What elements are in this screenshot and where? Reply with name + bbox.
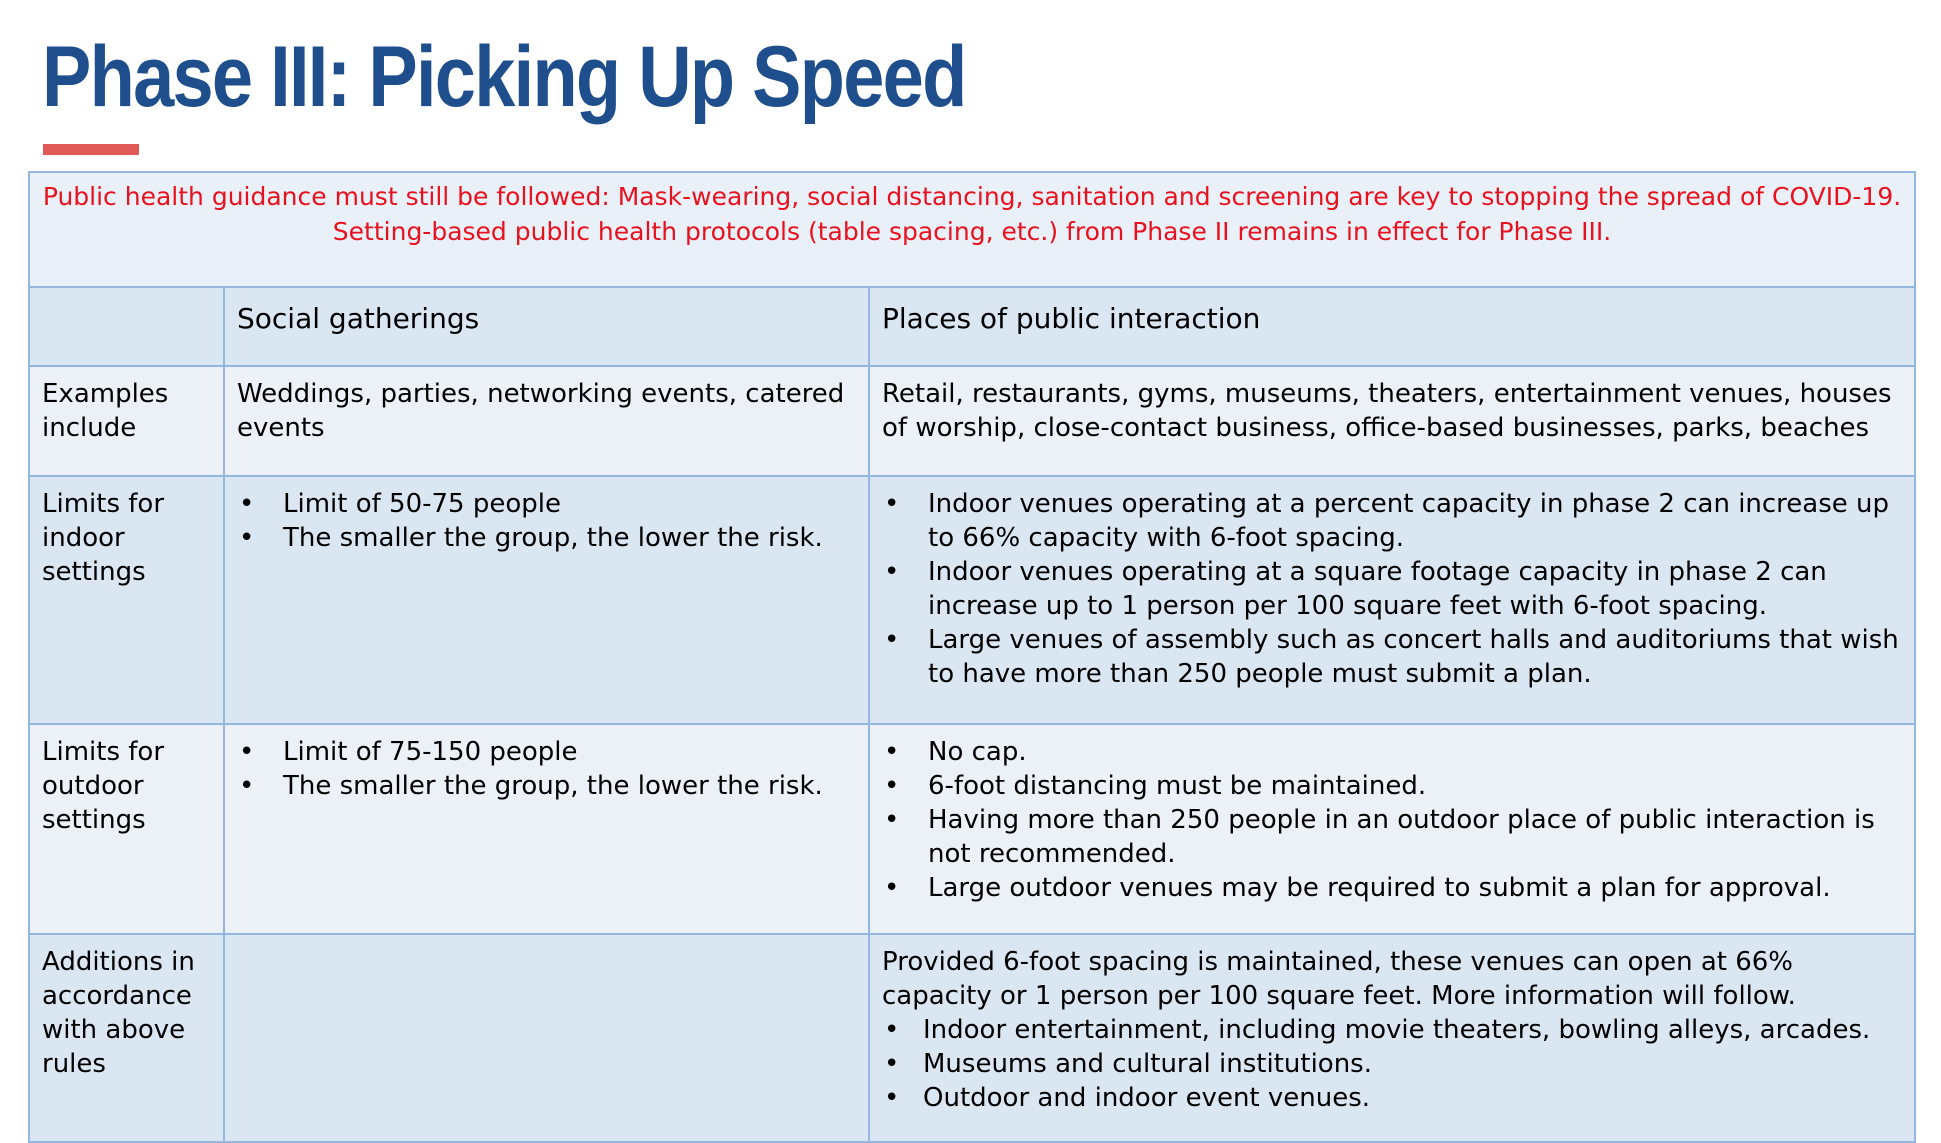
page-title: Phase III: Picking Up Speed xyxy=(42,29,966,125)
list-item: • Limit of 75-150 people xyxy=(239,737,578,767)
bullet-list xyxy=(237,735,856,803)
public-indoor-limits xyxy=(869,476,1915,724)
list-item: • Indoor entertainment, including movie theaters, bowling alleys, arcades. xyxy=(884,1015,1871,1045)
list-item: • Indoor venues operating at a square footage capacity in phase 2 can increase up to 1 person per 100 square feet with 6-foot spacing. xyxy=(884,557,1827,621)
social-indoor-limits xyxy=(224,476,869,724)
bullet-icon: • xyxy=(884,1049,900,1079)
list-item: • 6-foot distancing must be maintained. xyxy=(884,771,1427,801)
social-examples: Weddings, parties, networking events, catered events xyxy=(224,366,869,476)
row-label: Limits for outdoor settings xyxy=(29,724,224,934)
bullet-icon: • xyxy=(884,771,900,801)
notice-row xyxy=(29,172,1915,287)
bullet-icon: • xyxy=(239,489,255,519)
bullet-list xyxy=(882,487,1902,691)
bullet-list xyxy=(237,487,856,555)
bullet-icon: • xyxy=(884,1083,900,1113)
header-places-of-public-interaction: Places of public interaction xyxy=(869,287,1915,366)
list-item: • Outdoor and indoor event venues. xyxy=(884,1083,1371,1113)
list-item: • Museums and cultural institutions. xyxy=(884,1049,1372,1079)
public-health-notice xyxy=(29,172,1915,287)
list-item: • The smaller the group, the lower the risk. xyxy=(239,523,823,553)
table-row xyxy=(29,476,1915,724)
list-item: • Indoor venues operating at a percent capacity in phase 2 can increase up to 66% capacity with 6-foot spacing. xyxy=(884,489,1890,553)
bullet-icon: • xyxy=(239,771,255,801)
public-outdoor-limits xyxy=(869,724,1915,934)
list-item: • No cap. xyxy=(884,737,1027,767)
list-item: • Large venues of assembly such as concert halls and auditoriums that wish to have more than 250 people must submit a plan. xyxy=(884,625,1899,689)
bullet-list xyxy=(882,1013,1902,1115)
bullet-icon: • xyxy=(884,625,900,655)
list-item: • Limit of 50-75 people xyxy=(239,489,561,519)
row-label: Additions in accordance with above rules xyxy=(29,934,224,1142)
list-item: • Having more than 250 people in an outdoor place of public interaction is not recommended. xyxy=(884,805,1875,869)
bullet-icon: • xyxy=(884,737,900,767)
bullet-icon: • xyxy=(884,557,900,587)
bullet-list xyxy=(882,735,1902,905)
public-examples: Retail, restaurants, gyms, museums, theaters, entertainment venues, houses of worship, close-contact business, office-based businesses, parks, beaches xyxy=(869,366,1915,476)
notice-line-1: Public health guidance must still be followed: Mask-wearing, social distancing, sanitation and screening are key to stopping the spread of COVID-19. xyxy=(42,182,1902,211)
row-label: Examples include xyxy=(29,366,224,476)
header-cell-empty xyxy=(29,287,224,366)
bullet-icon: • xyxy=(239,523,255,553)
table-row xyxy=(29,934,1915,1142)
bullet-icon: • xyxy=(884,873,900,903)
additions-intro: Provided 6-foot spacing is maintained, these venues can open at 66% capacity or 1 person per 100 square feet. More information will follow. xyxy=(882,947,1796,1011)
bullet-icon: • xyxy=(239,737,255,767)
table-row xyxy=(29,366,1915,476)
social-outdoor-limits xyxy=(224,724,869,934)
bullet-icon: • xyxy=(884,805,900,835)
public-additions xyxy=(869,934,1915,1142)
list-item: • The smaller the group, the lower the risk. xyxy=(239,771,823,801)
table-header-row xyxy=(29,287,1915,366)
title-accent-bar xyxy=(43,144,139,155)
notice-line-2: Setting-based public health protocols (table spacing, etc.) from Phase II remains in effect for Phase III. xyxy=(332,217,1612,246)
bullet-icon: • xyxy=(884,1015,900,1045)
row-label: Limits for indoor settings xyxy=(29,476,224,724)
list-item: • Large outdoor venues may be required to submit a plan for approval. xyxy=(884,873,1831,903)
header-social-gatherings: Social gatherings xyxy=(224,287,869,366)
phase-table xyxy=(28,171,1916,1143)
bullet-icon: • xyxy=(884,489,900,519)
social-additions-empty xyxy=(224,934,869,1142)
table-row xyxy=(29,724,1915,934)
